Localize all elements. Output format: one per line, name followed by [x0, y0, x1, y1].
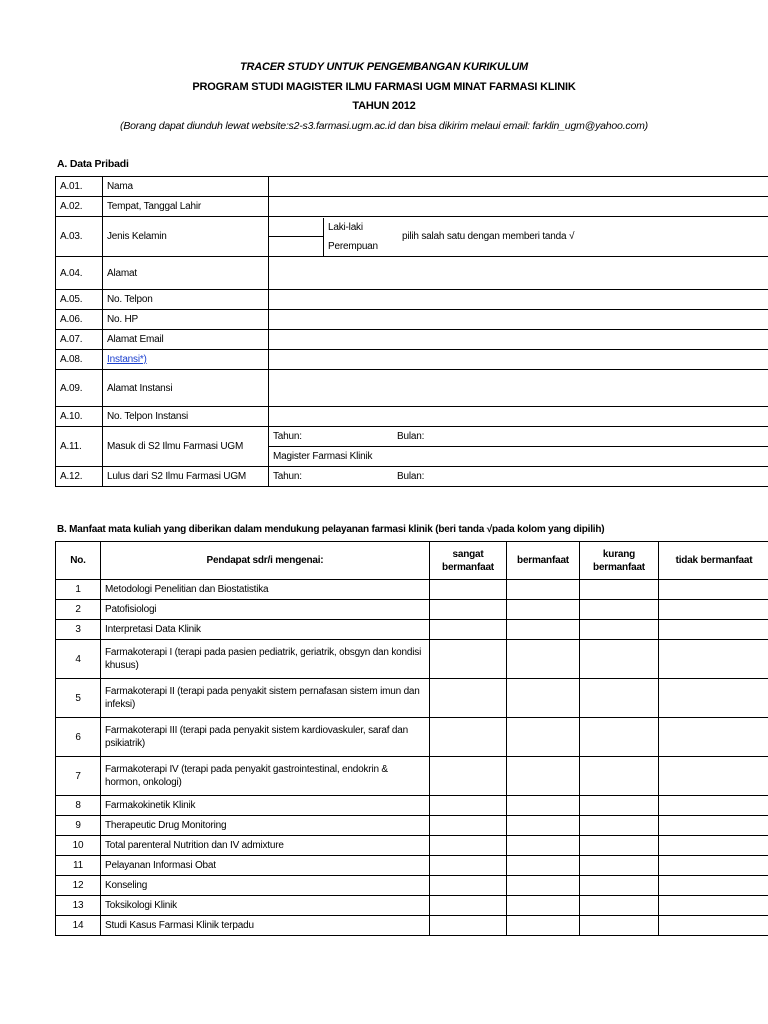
item-text: Farmakoterapi IV (terapi pada penyakit gastrointestinal, endokrin & hormon, onkologi): [101, 757, 430, 796]
rating-cell-kurang[interactable]: [580, 679, 659, 718]
rating-cell-tidak[interactable]: [659, 836, 768, 856]
rating-cell-sangat[interactable]: [430, 640, 507, 679]
tahun-label: Tahun:: [273, 431, 302, 442]
rating-cell-bermanfaat[interactable]: [507, 620, 580, 640]
bulan-label: Bulan:: [397, 471, 425, 482]
col-bermanfaat: bermanfaat: [507, 542, 580, 580]
rating-cell-tidak[interactable]: [659, 856, 768, 876]
row-label: No. Telpon Instansi: [103, 407, 269, 427]
item-text: Toksikologi Klinik: [101, 896, 430, 916]
row-label: Masuk di S2 Ilmu Farmasi UGM: [103, 427, 269, 467]
instansi-link[interactable]: Instansi*): [107, 354, 147, 365]
table-row: [56, 718, 768, 757]
rating-cell-bermanfaat[interactable]: [507, 876, 580, 896]
form-title: TRACER STUDY UNTUK PENGEMBANGAN KURIKULUM: [240, 61, 528, 73]
table-row: [56, 217, 768, 257]
personal-data-table: [55, 176, 768, 487]
row-label: Nama: [103, 177, 269, 197]
row-label: Alamat: [103, 257, 269, 290]
rating-cell-kurang[interactable]: [580, 640, 659, 679]
item-number: 14: [56, 916, 101, 936]
row-code: A.06.: [56, 310, 103, 330]
row-label: Lulus dari S2 Ilmu Farmasi UGM: [103, 467, 269, 487]
rating-cell-tidak[interactable]: [659, 600, 768, 620]
rating-cell-sangat[interactable]: [430, 836, 507, 856]
item-text: Metodologi Penelitian dan Biostatistika: [101, 580, 430, 600]
row-code: A.08.: [56, 350, 103, 370]
rating-cell-kurang[interactable]: [580, 856, 659, 876]
item-text: Farmakoterapi III (terapi pada penyakit sistem kardiovaskuler, saraf dan psikiatrik): [101, 718, 430, 757]
section-a-title: A. Data Pribadi: [57, 158, 129, 170]
rating-cell-kurang[interactable]: [580, 620, 659, 640]
download-note: (Borang dapat diunduh lewat website:s2-s3.farmasi.ugm.ac.id dan bisa dikirim melaui email: farklin_ugm@yahoo.com): [120, 120, 648, 132]
table-row: [56, 876, 768, 896]
instansi-phone-field[interactable]: [269, 407, 768, 427]
rating-cell-sangat[interactable]: [430, 896, 507, 916]
item-number: 1: [56, 580, 101, 600]
table-row: [56, 916, 768, 936]
item-number: 9: [56, 816, 101, 836]
item-number: 11: [56, 856, 101, 876]
table-row: [56, 600, 768, 620]
rating-cell-sangat[interactable]: [430, 916, 507, 936]
hp-field[interactable]: [269, 310, 768, 330]
table-row: [56, 896, 768, 916]
gender-male-label: Laki-laki: [328, 221, 363, 233]
rating-cell-sangat[interactable]: [430, 876, 507, 896]
row-code: A.12.: [56, 467, 103, 487]
rating-cell-tidak[interactable]: [659, 757, 768, 796]
rating-cell-bermanfaat[interactable]: [507, 640, 580, 679]
item-text: Pelayanan Informasi Obat: [101, 856, 430, 876]
row-label: Alamat Email: [103, 330, 269, 350]
item-number: 3: [56, 620, 101, 640]
rating-cell-tidak[interactable]: [659, 896, 768, 916]
rating-cell-tidak[interactable]: [659, 580, 768, 600]
rating-cell-tidak[interactable]: [659, 620, 768, 640]
item-text: Studi Kasus Farmasi Klinik terpadu: [101, 916, 430, 936]
item-number: 8: [56, 796, 101, 816]
row-code: A.10.: [56, 407, 103, 427]
item-text: Therapeutic Drug Monitoring: [101, 816, 430, 836]
phone-field[interactable]: [269, 290, 768, 310]
col-sangat: sangat bermanfaat: [430, 542, 507, 580]
rating-cell-sangat[interactable]: [430, 796, 507, 816]
item-number: 4: [56, 640, 101, 679]
rating-cell-bermanfaat[interactable]: [507, 816, 580, 836]
col-no: No.: [56, 542, 101, 580]
year-title: TAHUN 2012: [352, 100, 416, 112]
rating-cell-kurang[interactable]: [580, 796, 659, 816]
rating-cell-sangat[interactable]: [430, 718, 507, 757]
rating-cell-kurang[interactable]: [580, 916, 659, 936]
row-code: A.07.: [56, 330, 103, 350]
item-number: 2: [56, 600, 101, 620]
row-label: No. HP: [103, 310, 269, 330]
table-row: [56, 197, 768, 217]
row-code: A.01.: [56, 177, 103, 197]
item-text: Farmakokinetik Klinik: [101, 796, 430, 816]
rating-cell-sangat[interactable]: [430, 580, 507, 600]
table-row: [56, 290, 768, 310]
rating-cell-bermanfaat[interactable]: [507, 796, 580, 816]
section-b-title: B. Manfaat mata kuliah yang diberikan dalam mendukung pelayanan farmasi klinik (beri tanda √pada kolom yang dipilih): [57, 524, 605, 535]
rating-cell-kurang[interactable]: [580, 876, 659, 896]
tahun-label: Tahun:: [273, 471, 302, 482]
rating-cell-sangat[interactable]: [430, 856, 507, 876]
rating-cell-tidak[interactable]: [659, 679, 768, 718]
col-kurang: kurang bermanfaat: [580, 542, 659, 580]
rating-cell-tidak[interactable]: [659, 640, 768, 679]
bulan-label: Bulan:: [397, 431, 425, 442]
rating-cell-kurang[interactable]: [580, 836, 659, 856]
instansi-field[interactable]: [269, 350, 768, 370]
rating-cell-kurang[interactable]: [580, 816, 659, 836]
gender-male-checkbox[interactable]: [269, 218, 324, 237]
rating-cell-sangat[interactable]: [430, 620, 507, 640]
rating-cell-tidak[interactable]: [659, 718, 768, 757]
rating-cell-kurang[interactable]: [580, 580, 659, 600]
name-field[interactable]: [269, 177, 768, 197]
table-row: [56, 757, 768, 796]
rating-cell-kurang[interactable]: [580, 718, 659, 757]
rating-cell-kurang[interactable]: [580, 600, 659, 620]
table-row: [56, 350, 768, 370]
rating-cell-bermanfaat[interactable]: [507, 718, 580, 757]
row-label: Tempat, Tanggal Lahir: [103, 197, 269, 217]
gender-note: pilih salah satu dengan memberi tanda √: [402, 231, 575, 242]
row-code: A.02.: [56, 197, 103, 217]
birth-field[interactable]: [269, 197, 768, 217]
email-field[interactable]: [269, 330, 768, 350]
rating-cell-kurang[interactable]: [580, 757, 659, 796]
course-benefit-table: [55, 541, 768, 936]
row-code: A.11.: [56, 427, 103, 467]
col-opinion: Pendapat sdr/i mengenai:: [101, 542, 430, 580]
item-number: 5: [56, 679, 101, 718]
item-text: Total parenteral Nutrition dan IV admixture: [101, 836, 430, 856]
rating-cell-bermanfaat[interactable]: [507, 836, 580, 856]
gender-field: [269, 217, 768, 257]
program-label: Magister Farmasi Klinik: [269, 447, 768, 467]
table-row: [56, 427, 768, 447]
row-code: A.09.: [56, 370, 103, 407]
table-row: [56, 640, 768, 679]
item-number: 13: [56, 896, 101, 916]
rating-cell-bermanfaat[interactable]: [507, 757, 580, 796]
rating-cell-bermanfaat[interactable]: [507, 580, 580, 600]
table-row: [56, 257, 768, 290]
rating-cell-bermanfaat[interactable]: [507, 916, 580, 936]
item-text: Farmakoterapi II (terapi pada penyakit sistem pernafasan sistem imun dan infeksi): [101, 679, 430, 718]
row-code: A.04.: [56, 257, 103, 290]
item-number: 7: [56, 757, 101, 796]
rating-cell-tidak[interactable]: [659, 796, 768, 816]
rating-cell-sangat[interactable]: [430, 757, 507, 796]
table-row: [56, 679, 768, 718]
table-row: [56, 310, 768, 330]
graduation-date-field[interactable]: [269, 467, 768, 487]
row-label: Jenis Kelamin: [103, 217, 269, 257]
col-tidak: tidak bermanfaat: [659, 542, 768, 580]
rating-cell-sangat[interactable]: [430, 679, 507, 718]
rating-cell-tidak[interactable]: [659, 916, 768, 936]
program-title: PROGRAM STUDI MAGISTER ILMU FARMASI UGM MINAT FARMASI KLINIK: [192, 81, 576, 93]
item-text: Farmakoterapi I (terapi pada pasien pediatrik, geriatrik, obsgyn dan kondisi khusus): [101, 640, 430, 679]
table-row: [56, 370, 768, 407]
item-number: 6: [56, 718, 101, 757]
table-row: [56, 330, 768, 350]
entry-date-field[interactable]: [269, 427, 768, 447]
item-number: 12: [56, 876, 101, 896]
rating-cell-tidak[interactable]: [659, 876, 768, 896]
rating-cell-sangat[interactable]: [430, 816, 507, 836]
rating-cell-bermanfaat[interactable]: [507, 896, 580, 916]
rating-cell-kurang[interactable]: [580, 896, 659, 916]
row-code: A.03.: [56, 217, 103, 257]
rating-cell-sangat[interactable]: [430, 600, 507, 620]
table-row: [56, 836, 768, 856]
instansi-address-field[interactable]: [269, 370, 768, 407]
row-label: Alamat Instansi: [103, 370, 269, 407]
rating-cell-tidak[interactable]: [659, 816, 768, 836]
row-code: A.05.: [56, 290, 103, 310]
table-row: [56, 407, 768, 427]
table-row: [56, 856, 768, 876]
table-row: [56, 467, 768, 487]
table-header-row: [56, 542, 768, 580]
row-label: No. Telpon: [103, 290, 269, 310]
gender-female-checkbox[interactable]: [269, 237, 324, 256]
table-row: [56, 177, 768, 197]
rating-cell-bermanfaat[interactable]: [507, 856, 580, 876]
rating-cell-bermanfaat[interactable]: [507, 679, 580, 718]
table-row: [56, 796, 768, 816]
item-text: Konseling: [101, 876, 430, 896]
table-row: [56, 580, 768, 600]
item-text: Patofisiologi: [101, 600, 430, 620]
item-text: Interpretasi Data Klinik: [101, 620, 430, 640]
table-row: [56, 816, 768, 836]
gender-female-label: Perempuan: [328, 240, 378, 252]
rating-cell-bermanfaat[interactable]: [507, 600, 580, 620]
item-number: 10: [56, 836, 101, 856]
table-row: [56, 620, 768, 640]
address-field[interactable]: [269, 257, 768, 290]
